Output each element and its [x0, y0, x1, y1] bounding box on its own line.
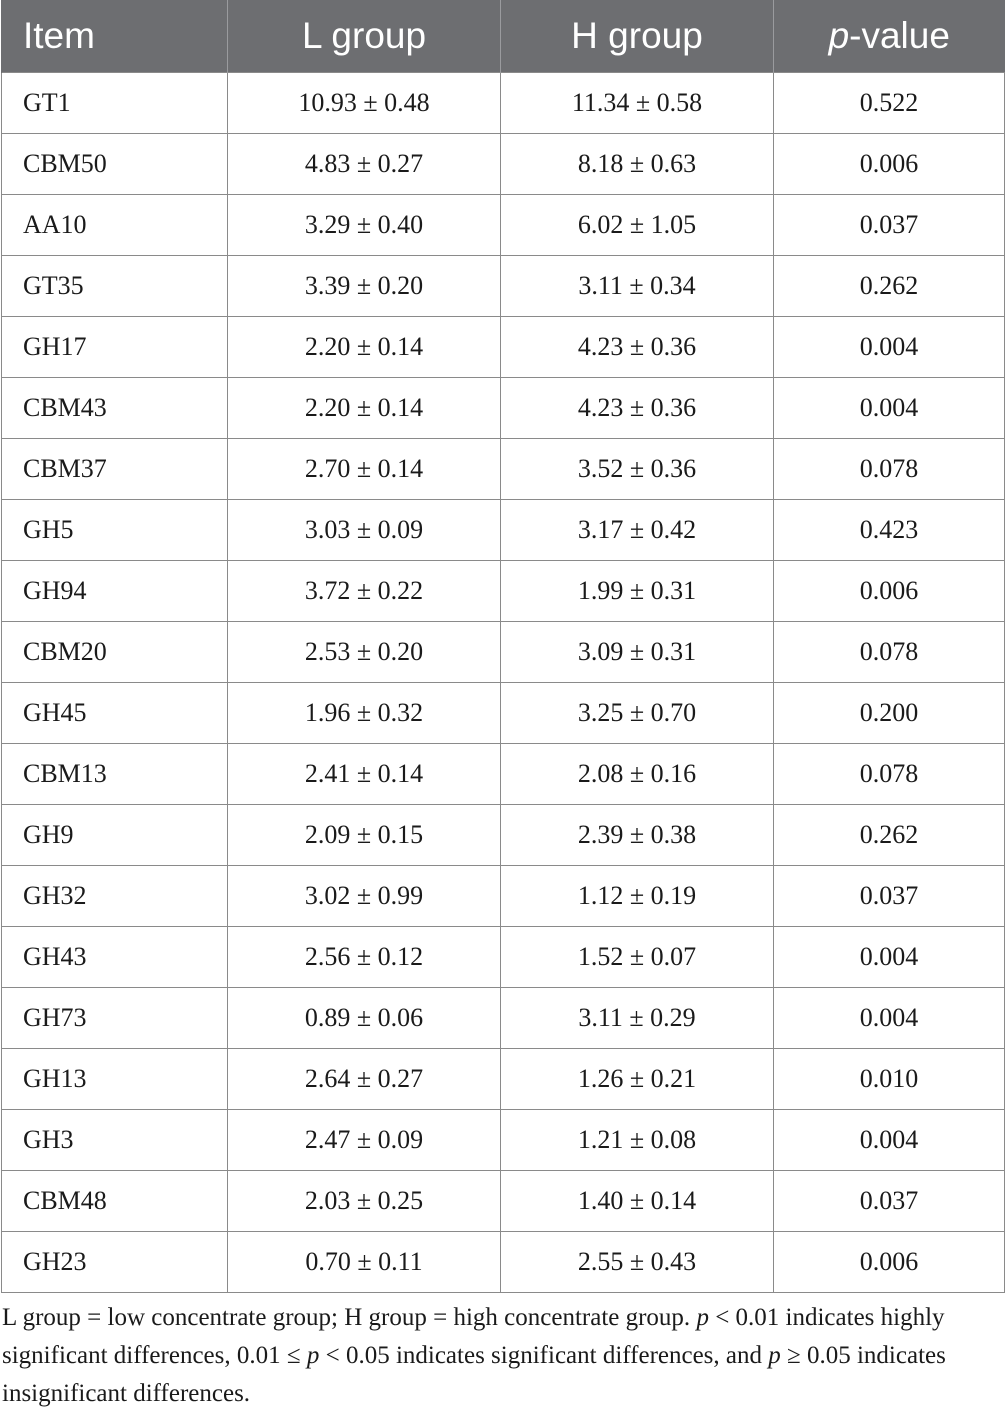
cell-p-value: 0.006	[774, 561, 1005, 622]
table-row	[2, 1049, 1005, 1110]
cell-p-value: 0.262	[774, 805, 1005, 866]
cell-l-group: 3.39 ± 0.20	[228, 256, 501, 317]
cell-h-group: 1.52 ± 0.07	[501, 927, 774, 988]
cell-h-group: 1.21 ± 0.08	[501, 1110, 774, 1171]
cell-item: GT35	[2, 256, 228, 317]
cell-item: GH13	[2, 1049, 228, 1110]
table-row	[2, 561, 1005, 622]
cell-l-group: 2.64 ± 0.27	[228, 1049, 501, 1110]
footnote-text-2: < 0.01 indicates highly significant differences, 0.01 ≤	[2, 1304, 945, 1369]
table-row	[2, 683, 1005, 744]
cell-item: CBM48	[2, 1171, 228, 1232]
cell-l-group: 2.70 ± 0.14	[228, 439, 501, 500]
footnote-p-1: p	[696, 1304, 709, 1331]
cell-item: CBM37	[2, 439, 228, 500]
table-row	[2, 134, 1005, 195]
table-row	[2, 73, 1005, 134]
cell-p-value: 0.006	[774, 134, 1005, 195]
cell-p-value: 0.200	[774, 683, 1005, 744]
cell-l-group: 2.56 ± 0.12	[228, 927, 501, 988]
cell-h-group: 2.08 ± 0.16	[501, 744, 774, 805]
table-row	[2, 1232, 1005, 1293]
cell-h-group: 3.25 ± 0.70	[501, 683, 774, 744]
cell-l-group: 2.09 ± 0.15	[228, 805, 501, 866]
cell-item: GH5	[2, 500, 228, 561]
cell-l-group: 3.02 ± 0.99	[228, 866, 501, 927]
cell-l-group: 0.89 ± 0.06	[228, 988, 501, 1049]
table-row	[2, 622, 1005, 683]
cell-h-group: 3.52 ± 0.36	[501, 439, 774, 500]
cell-p-value: 0.423	[774, 500, 1005, 561]
footnote-text-3: < 0.05 indicates significant differences, and	[319, 1342, 769, 1369]
table-row	[2, 927, 1005, 988]
cell-h-group: 1.40 ± 0.14	[501, 1171, 774, 1232]
table-row	[2, 1110, 1005, 1171]
table-row	[2, 805, 1005, 866]
cell-h-group: 3.09 ± 0.31	[501, 622, 774, 683]
cell-l-group: 2.53 ± 0.20	[228, 622, 501, 683]
cell-item: GH23	[2, 1232, 228, 1293]
cell-p-value: 0.004	[774, 988, 1005, 1049]
cell-p-value: 0.078	[774, 622, 1005, 683]
cell-item: AA10	[2, 195, 228, 256]
cell-item: GT1	[2, 73, 228, 134]
cell-l-group: 2.20 ± 0.14	[228, 378, 501, 439]
cell-item: CBM13	[2, 744, 228, 805]
table-row	[2, 1171, 1005, 1232]
footnote-text-4: ≥ 0.05 indicates insignificant differences.	[2, 1342, 946, 1407]
cell-item: GH32	[2, 866, 228, 927]
footnote-p-3: p	[768, 1342, 781, 1369]
table-row	[2, 866, 1005, 927]
cell-h-group: 3.11 ± 0.29	[501, 988, 774, 1049]
footnote-text-1: L group = low concentrate group; H group = high concentrate group.	[2, 1304, 697, 1331]
cell-p-value: 0.004	[774, 1110, 1005, 1171]
cell-l-group: 10.93 ± 0.48	[228, 73, 501, 134]
header-item: Item	[2, 0, 228, 73]
table-row	[2, 500, 1005, 561]
header-l-group: L group	[228, 0, 501, 73]
cell-l-group: 4.83 ± 0.27	[228, 134, 501, 195]
footnote-p-2: p	[306, 1342, 320, 1369]
cell-item: GH94	[2, 561, 228, 622]
cell-item: GH43	[2, 927, 228, 988]
cell-p-value: 0.037	[774, 195, 1005, 256]
cell-l-group: 2.47 ± 0.09	[228, 1110, 501, 1171]
cell-l-group: 1.96 ± 0.32	[228, 683, 501, 744]
cell-h-group: 6.02 ± 1.05	[501, 195, 774, 256]
cell-item: CBM50	[2, 134, 228, 195]
header-row	[2, 0, 1005, 73]
cell-l-group: 2.20 ± 0.14	[228, 317, 501, 378]
table-row	[2, 988, 1005, 1049]
cell-h-group: 4.23 ± 0.36	[501, 317, 774, 378]
cell-l-group: 0.70 ± 0.11	[228, 1232, 501, 1293]
cell-p-value: 0.522	[774, 73, 1005, 134]
cell-h-group: 1.26 ± 0.21	[501, 1049, 774, 1110]
header-p-value	[774, 0, 1005, 73]
table-row	[2, 195, 1005, 256]
table-row	[2, 256, 1005, 317]
header-p-suffix: -value	[849, 15, 950, 56]
cell-p-value: 0.004	[774, 927, 1005, 988]
table-body	[2, 73, 1005, 1293]
cell-h-group: 3.11 ± 0.34	[501, 256, 774, 317]
cell-p-value: 0.078	[774, 439, 1005, 500]
table-row	[2, 744, 1005, 805]
cell-p-value: 0.004	[774, 317, 1005, 378]
cell-p-value: 0.078	[774, 744, 1005, 805]
cell-h-group: 3.17 ± 0.42	[501, 500, 774, 561]
cell-h-group: 2.39 ± 0.38	[501, 805, 774, 866]
cell-item: CBM43	[2, 378, 228, 439]
cell-h-group: 2.55 ± 0.43	[501, 1232, 774, 1293]
cell-h-group: 1.12 ± 0.19	[501, 866, 774, 927]
table-footnote	[2, 1299, 1002, 1413]
cell-p-value: 0.006	[774, 1232, 1005, 1293]
header-p-italic: p	[828, 15, 850, 56]
cell-l-group: 3.72 ± 0.22	[228, 561, 501, 622]
cell-h-group: 11.34 ± 0.58	[501, 73, 774, 134]
cell-p-value: 0.004	[774, 378, 1005, 439]
table-row	[2, 378, 1005, 439]
cell-l-group: 2.41 ± 0.14	[228, 744, 501, 805]
cell-item: GH3	[2, 1110, 228, 1171]
cell-p-value: 0.010	[774, 1049, 1005, 1110]
cell-l-group: 3.29 ± 0.40	[228, 195, 501, 256]
cell-l-group: 3.03 ± 0.09	[228, 500, 501, 561]
cell-item: GH9	[2, 805, 228, 866]
cell-p-value: 0.037	[774, 1171, 1005, 1232]
cell-item: GH45	[2, 683, 228, 744]
cell-h-group: 8.18 ± 0.63	[501, 134, 774, 195]
header-h-group: H group	[501, 0, 774, 73]
cell-h-group: 1.99 ± 0.31	[501, 561, 774, 622]
cell-item: GH17	[2, 317, 228, 378]
data-table	[1, 0, 1005, 1293]
cell-p-value: 0.037	[774, 866, 1005, 927]
cell-h-group: 4.23 ± 0.36	[501, 378, 774, 439]
cell-l-group: 2.03 ± 0.25	[228, 1171, 501, 1232]
table-row	[2, 317, 1005, 378]
cell-item: CBM20	[2, 622, 228, 683]
cell-p-value: 0.262	[774, 256, 1005, 317]
table-row	[2, 439, 1005, 500]
cell-item: GH73	[2, 988, 228, 1049]
